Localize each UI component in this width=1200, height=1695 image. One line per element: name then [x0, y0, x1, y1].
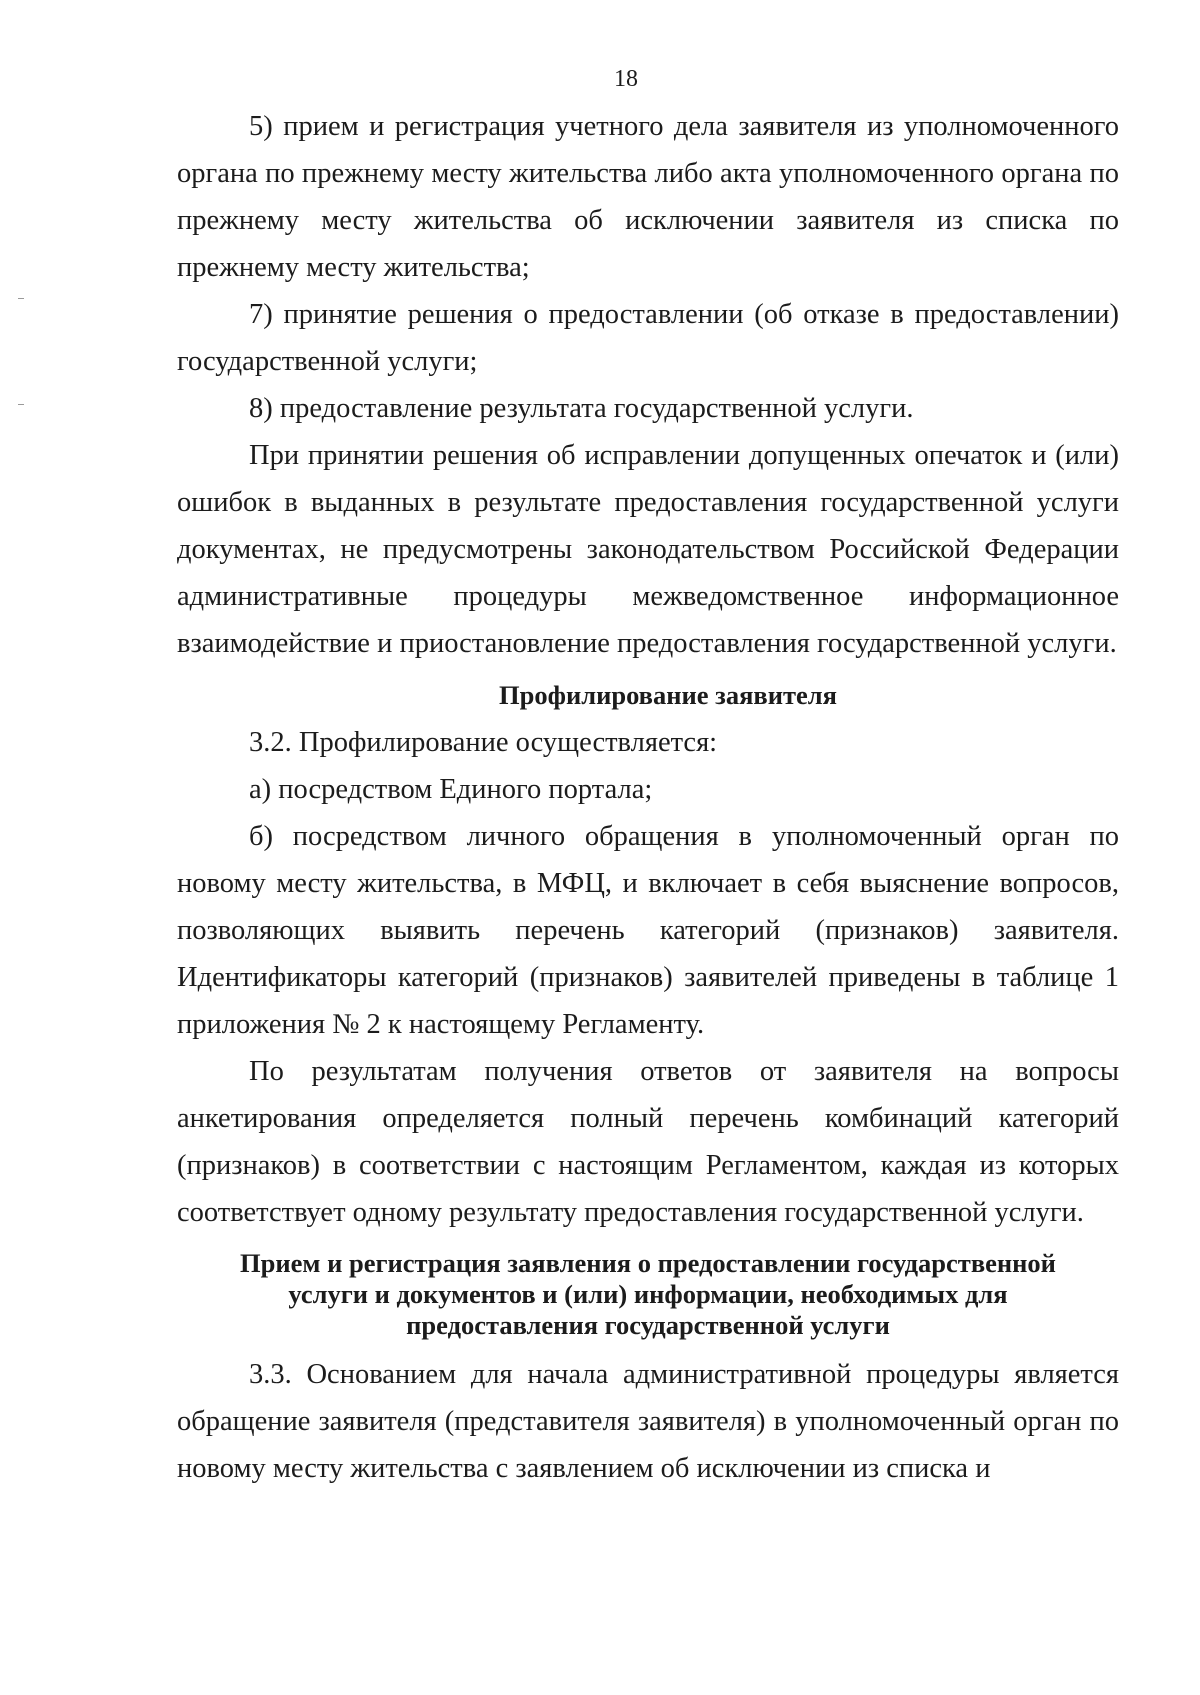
paragraph-questionnaire-results: По результатам получения ответов от заявителя на вопросы анкетирования определяется полный перечень комбинаций категорий (признаков) в соответствии с настоящим Регламентом, каждая из которых соответствует одному результату предоставления государственной услуги. [177, 1056, 1119, 1228]
paragraph-3-3: 3.3. Основанием для начала административной процедуры является обращение заявителя (представителя заявителя) в уполномоченный орган по новому месту жительства с заявлением об исключении из списка и [177, 1359, 1119, 1484]
margin-mark [18, 404, 24, 405]
paragraph-3-2-a: а) посредством Единого портала; [249, 774, 653, 805]
paragraph-item-5: 5) прием и регистрация учетного дела заявителя из уполномоченного органа по прежнему месту жительства либо акта уполномоченного органа по прежнему месту жительства об исключении заявителя из списка по прежнему месту жительства; [177, 111, 1119, 283]
section-heading-line: услуги и документов и (или) информации, необходимых для [288, 1279, 1008, 1309]
document-body [177, 103, 1119, 1492]
paragraph-item-8: 8) предоставление результата государственной услуги. [249, 393, 914, 424]
section-heading-line: Прием и регистрация заявления о предоставлении государственной [240, 1248, 1056, 1278]
margin-mark [18, 298, 24, 299]
section-heading-line: предоставления государственной услуги [406, 1310, 890, 1340]
paragraph-3-2: 3.2. Профилирование осуществляется: [249, 727, 718, 758]
paragraph-3-2-b: б) посредством личного обращения в уполномоченный орган по новому месту жительства, в МФЦ, и включает в себя выяснение вопросов, позволяющих выявить перечень категорий (признаков) заявителя. Идентификаторы категорий (признаков) заявителей приведены в таблице 1 приложения № 2 к настоящему Регламенту. [177, 821, 1119, 1040]
section-heading-profiling: Профилирование заявителя [499, 680, 837, 710]
section-heading-reception [177, 1248, 1119, 1341]
page-number: 18 [614, 66, 638, 92]
paragraph-corrections: При принятии решения об исправлении допущенных опечаток и (или) ошибок в выданных в результате предоставления государственной услуги документах, не предусмотрены законодательством Российской Федерации административные процедуры межведомственное информационное взаимодействие и приостановление предоставления государственной услуги. [177, 440, 1119, 659]
paragraph-item-7: 7) принятие решения о предоставлении (об отказе в предоставлении) государственной услуги; [177, 299, 1119, 377]
